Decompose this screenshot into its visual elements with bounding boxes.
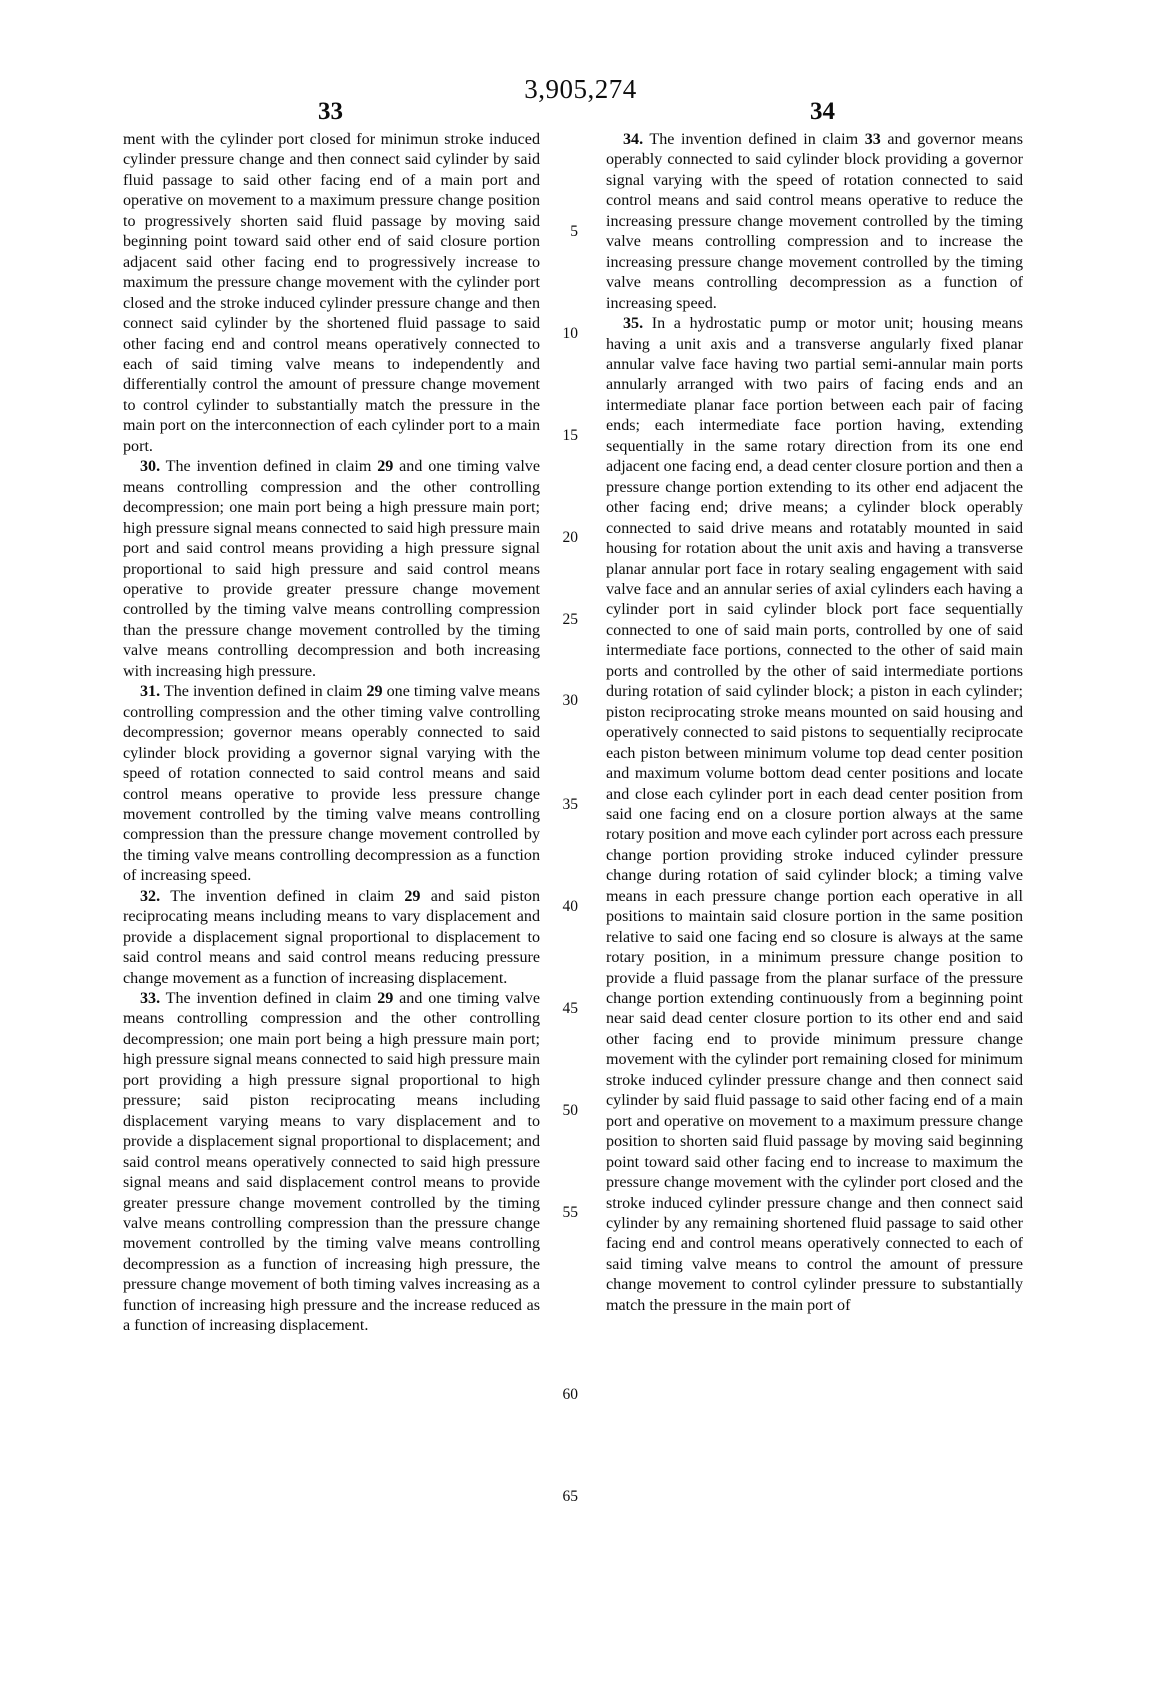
- claim-paragraph: 34. The invention defined in claim 33 and governor means operably connected to said cylinder block providing a governor signal varying with the speed of rotation connected to said control means and said control means operative to reduce the increasing pressure change movement controlled by the timing valve means controlling compression and to increase the increasing pressure change movement controlled by the timing valve means controlling decompression as a function of increasing speed.: [606, 131, 1023, 312]
- claim-reference: 29: [404, 887, 421, 905]
- claim-paragraph: 31. The invention defined in claim 29 one timing valve means controlling compression and the other timing valve controlling decompression; governor means operably connected to said cylinder block providing a governor signal varying with the speed of rotation connected to said control means and said control means operative to provide less pressure change movement controlled by the timing valve means controlling compression than the pressure change movement controlled by the timing valve means controlling decompression as a function of increasing speed.: [123, 683, 541, 885]
- claim-reference: 29: [366, 683, 383, 701]
- line-number: 60: [562, 1386, 578, 1403]
- claim-paragraph: 30. The invention defined in claim 29 and one timing valve means controlling compression and the other controlling decompression; one main port being a high pressure main port; high pressure signal means connected to said high pressure main port and said control means providing a high pressure signal proportional to said high pressure and said control means operative to provide greater pressure change movement controlled by the timing valve means controlling compression than the pressure change movement controlled by the timing valve means controlling decompression and both increasing with increasing high pressure.: [123, 458, 540, 680]
- claim-paragraph: 32. The invention defined in claim 29 and said piston reciprocating means including means to vary displacement and provide a displacement signal proportional to displacement to said control means and said control means reducing pressure change movement as a function of increasing displacement.: [123, 887, 541, 987]
- claim-number: 34.: [623, 131, 644, 148]
- line-number: 55: [562, 1204, 578, 1221]
- right-column-number: 34: [810, 98, 835, 125]
- column-left: [123, 130, 540, 1337]
- line-number: 35: [562, 796, 578, 813]
- line-number: 40: [562, 898, 578, 915]
- line-number: 45: [562, 1000, 578, 1017]
- claim-paragraph: 35. In a hydrostatic pump or motor unit; housing means having a unit axis and a transverse angularly fixed planar annular valve face having two partial semi-annular main ports annularly arranged with two pairs of facing ends and an intermediate planar face portion between each pair of facing ends; each intermediate face portion having, extending sequentially in the same rotary direction from its one end adjacent one facing end, a dead center closure portion and then a pressure change portion extending to its other end adjacent the other facing end; drive means; a cylinder block operably connected to said drive means and rotatably mounted in said housing for rotation about the unit axis and having a transverse planar annular port face in rotary sealing engagement with said valve face and an annular series of axial cylinders each having a cylinder port in said cylinder block port face sequentially connected to one of said main ports, controlled by one of said intermediate face portions, connected to the other of said main ports and controlled by the other of said intermediate portions during rotation of said cylinder block; a piston in each cylinder; piston reciprocating stroke means mounted on said housing and operatively connected to said pistons to sequentially reciprocate each piston between minimum volume top dead center position and maximum volume bottom dead center positions and locate and close each cylinder port in each dead center position from said one facing end on a closure portion always at the same rotary position and move each cylinder port across each pressure change portion providing stroke induced cylinder pressure change during rotation of said cylinder block; a timing valve means in each pressure change portion each operative in all positions to maintain said closure portion in the same position relative to said one facing end so closure is always at the same rotary position, in a minimum pressure change position to provide a fluid passage from the planar surface of the pressure change portion extending continuously from a beginning point near said dead center closure portion to its other end and said other facing end to provide minimum pressure change movement with the cylinder port remaining closed for minimum stroke induced cylinder pressure change and then connect said cylinder by said fluid passage to said other facing end of a main port and operative on movement to a maximum pressure change position to shorten said fluid passage by moving said beginning point toward said other facing end to increase to maximum the pressure change movement with the cylinder port closed and the stroke induced cylinder pressure change and then connect said cylinder by any remaining shortened fluid passage to said other facing end and control means operatively connected to each of said timing valve means to control the amount of pressure change movement to control cylinder pressure to substantially match the pressure in the main port of: [606, 315, 1023, 1314]
- line-number: 15: [562, 427, 578, 444]
- line-number: 65: [562, 1488, 578, 1505]
- claim-reference: 33: [864, 131, 881, 148]
- claim-number: 30.: [140, 458, 161, 476]
- claim-number: 35.: [623, 315, 644, 333]
- claim-number: 32.: [140, 887, 161, 905]
- patent-number: 3,905,274: [524, 74, 637, 104]
- line-number: 5: [570, 223, 578, 240]
- claim-reference: 29: [377, 990, 394, 1008]
- line-number: 10: [562, 325, 578, 342]
- column-right: [606, 130, 1023, 1316]
- line-number: 25: [562, 611, 578, 628]
- line-number: 30: [562, 692, 578, 709]
- claim-reference: 29: [377, 458, 394, 476]
- line-number: 50: [562, 1102, 578, 1119]
- line-number: 20: [562, 529, 578, 546]
- claim-number: 31.: [140, 683, 161, 701]
- claim-number: 33.: [140, 990, 161, 1008]
- claim-paragraph: ment with the cylinder port closed for minimun stroke induced cylinder pressure change and then connect said cylinder by said fluid passage to said other facing end of a main port and operative on movement to a maximum pressure change position to progressively shorten said fluid passage by moving said beginning point toward said other end of said closure portion adjacent said other facing end to progressively increase to maximum the pressure change movement with the cylinder port closed and the stroke induced cylinder pressure change and then connect said cylinder by the shortened fluid passage to said other facing end and control means operatively connected to each of said timing valve means to independently and differentially control the amount of pressure change movement to control cylinder to substantially match the pressure in the main port on the interconnection of each cylinder port to a main port.: [123, 131, 540, 455]
- claim-paragraph: 33. The invention defined in claim 29 and one timing valve means controlling compression and the other controlling decompression; one main port being a high pressure main port; high pressure signal means connected to said high pressure main port providing a high pressure signal proportional to high pressure; said piston reciprocating means including displacement varying means to vary displacement and to provide a displacement signal proportional to displacement; and said control means operatively connected to said high pressure signal means and said displacement control means to provide greater pressure change movement controlled by the timing valve means controlling compression than the pressure change movement controlled by the timing valve means controlling decompression as a function of increasing high pressure, the pressure change movement of both timing valves increasing as a function of increasing high pressure and the increase reduced as a function of increasing displacement.: [123, 990, 540, 1335]
- left-column-number: 33: [318, 98, 343, 125]
